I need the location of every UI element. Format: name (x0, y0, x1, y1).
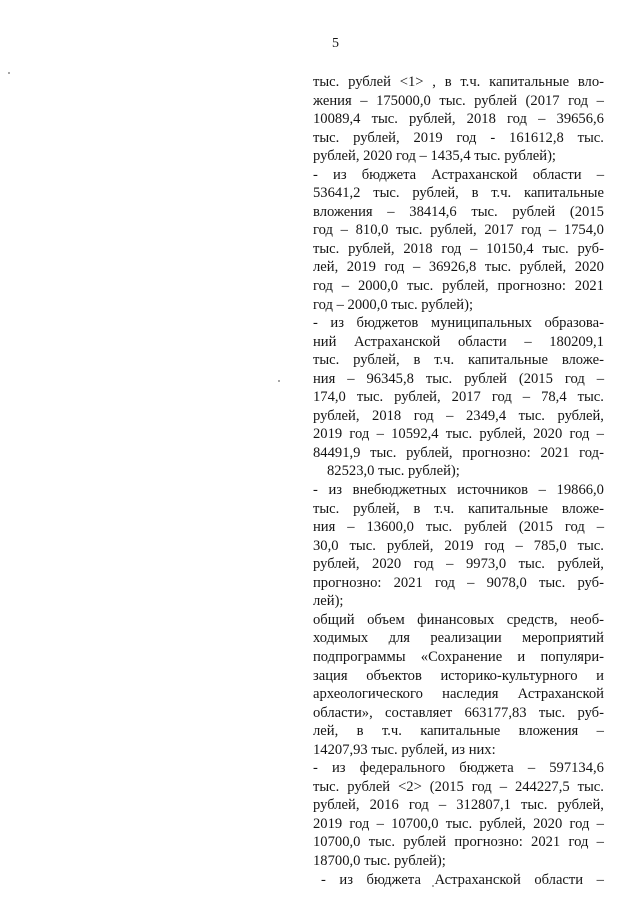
text-word: общий (313, 611, 355, 628)
text-word: ния (313, 370, 336, 387)
text-word: 2019 (313, 815, 343, 832)
text-word: тыс. (538, 574, 566, 591)
text-word: (2017 (525, 92, 560, 109)
text-word: тыс. (577, 129, 604, 146)
text-word: – (596, 834, 604, 851)
text-word: 2018 (372, 407, 402, 424)
text-word: – (470, 240, 478, 257)
text-word: 244227,5 (514, 778, 570, 795)
text-word: прогнозно: (462, 444, 531, 461)
text-word: 38414,6 (409, 203, 457, 220)
text-word: вложе- (561, 352, 604, 369)
text-word: (2015 (429, 778, 464, 795)
text-word: 2017 (451, 389, 481, 406)
text-word: из (333, 166, 347, 183)
text-line (313, 722, 604, 741)
text-word: 2020 (533, 426, 563, 443)
text-word: – (376, 815, 384, 832)
text-word: рублей (464, 370, 507, 387)
text-word: из (339, 871, 353, 888)
text-word: вло- (577, 74, 604, 90)
text-word: тыс. (313, 240, 340, 257)
text-line (313, 277, 604, 296)
text-word: рублей, (386, 537, 434, 554)
text-word: 2349,4 (465, 407, 507, 424)
text-line (313, 221, 604, 240)
text-line (313, 444, 604, 463)
text-word: т.ч. (460, 74, 481, 90)
text-word: год (569, 426, 590, 443)
text-word: рублей (464, 519, 507, 536)
text-word: 39656,6 (556, 111, 604, 128)
scan-speck (432, 885, 434, 887)
text-word: тыс. (538, 704, 566, 721)
text-word: мероприятий (522, 630, 604, 647)
text-word: год (521, 222, 542, 239)
text-word: Астраханской (354, 333, 441, 350)
text-word: зация (313, 667, 348, 684)
text-word: тыс. (518, 407, 545, 424)
text-word: прогнозно: (497, 278, 566, 295)
text-word: год (568, 92, 589, 109)
text-word: «Сохранение (420, 648, 503, 665)
text-word: подпрограммы (313, 648, 406, 665)
text-word: 78,4 (541, 389, 567, 406)
text-word: рублей, (394, 389, 441, 406)
text-word: год (349, 426, 370, 443)
text-line (313, 685, 604, 704)
text-word: – (387, 203, 395, 220)
text-word: бюджета (459, 760, 514, 777)
text-word: - (321, 871, 326, 888)
text-word: тыс. (313, 352, 340, 369)
text-word: <1> (399, 74, 424, 90)
text-word: капитальные (468, 352, 548, 369)
text-word: рублей, (313, 797, 360, 814)
text-word: 2019 (444, 537, 474, 554)
text-word: рублей, (406, 444, 453, 461)
text-line (313, 871, 604, 890)
text-word: ний (313, 333, 337, 350)
text-word: 10089,4 (313, 111, 361, 128)
text-word: тыс. (521, 797, 548, 814)
text-word: тыс. (445, 426, 473, 443)
text-word: год (441, 240, 462, 257)
text-word: 2019 (413, 129, 443, 146)
text-word: 1754,0 (563, 222, 604, 239)
text-word: в (356, 723, 364, 740)
text-word: – (596, 426, 604, 443)
text-line: лей); (313, 593, 344, 610)
text-word: рублей (403, 834, 447, 851)
text-word: - (490, 129, 496, 146)
text-word: тыс. (373, 185, 400, 202)
scan-speck (278, 380, 280, 382)
text-word: год (456, 129, 477, 146)
text-word: – (524, 333, 532, 350)
text-word: 2021 (531, 834, 561, 851)
text-line: рублей, 2020 год – 1435,4 тыс. рублей); (313, 148, 556, 165)
text-line (313, 166, 604, 185)
text-line (313, 574, 604, 593)
text-word: 2018 (403, 240, 433, 257)
text-word: рублей, (313, 556, 360, 573)
text-line (313, 611, 604, 630)
text-word: рублей, (430, 222, 477, 239)
text-word: тыс. (313, 74, 340, 90)
text-word: рублей, (353, 129, 400, 146)
text-word: 2017 (484, 222, 514, 239)
text-word: рублей, (479, 426, 526, 443)
text-line (313, 796, 604, 815)
text-word: т.ч. (434, 352, 455, 369)
text-word: год- (579, 444, 604, 461)
text-word: руб- (577, 240, 604, 257)
body-text-column (313, 73, 604, 889)
text-word: Астраханской (431, 166, 518, 183)
text-word: тыс. (471, 203, 498, 220)
text-word: капитальные (523, 185, 604, 202)
text-word: год (313, 222, 333, 239)
text-word: – (596, 815, 604, 832)
text-word: рублей, (479, 815, 526, 832)
text-word: – (596, 723, 604, 740)
text-word: 161612,8 (509, 129, 564, 146)
text-word: год (491, 389, 512, 406)
text-word: – (467, 574, 475, 591)
text-word: 30,0 (313, 537, 339, 554)
text-word: прогнозно: (454, 834, 523, 851)
text-word: 663177,83 (464, 704, 527, 721)
text-word: - (313, 482, 318, 499)
text-word: (2015 (518, 519, 553, 536)
text-word: 84491,9 (313, 444, 361, 461)
text-word: в (413, 352, 421, 369)
text-word: капитальные (468, 500, 548, 517)
text-line (313, 555, 604, 574)
text-word: рублей (348, 74, 391, 90)
text-word: – (376, 426, 384, 443)
text-word: тыс. (396, 222, 423, 239)
text-word: – (499, 778, 507, 795)
text-line (313, 481, 604, 500)
text-word: – (596, 92, 604, 109)
text-word: составляет (385, 704, 453, 721)
text-line (313, 92, 604, 111)
text-word: 10150,4 (486, 240, 534, 257)
text-word: 10700,0 (313, 834, 361, 851)
text-word: рублей, (409, 111, 456, 128)
text-word: ходимых (313, 630, 369, 647)
text-word: 2021 (574, 278, 604, 295)
text-line: год – 2000,0 тыс. рублей); (313, 296, 474, 313)
text-word: 175000,0 (376, 92, 431, 109)
text-word: год (564, 370, 585, 387)
text-word: 96345,8 (366, 370, 414, 387)
text-word: (2015 (569, 203, 604, 220)
text-word: год (564, 519, 585, 536)
text-word: внебюджетных (352, 482, 447, 499)
text-word: тыс. (370, 444, 397, 461)
text-word: – (538, 111, 546, 128)
text-word: из (331, 760, 346, 777)
text-word: финансовых (417, 611, 495, 628)
text-word: 2019 (313, 426, 343, 443)
text-word: 2020 (372, 556, 402, 573)
text-line (313, 240, 604, 259)
text-word: вложения (518, 723, 579, 740)
text-word: вложе- (561, 500, 604, 517)
text-word: , (432, 74, 436, 90)
text-word: тыс. (425, 370, 453, 387)
text-word: год (471, 778, 492, 795)
text-word: тыс. (425, 519, 453, 536)
text-word: области (534, 871, 584, 888)
text-word: – (347, 519, 355, 536)
text-word: объем (367, 611, 405, 628)
text-word: 312807,1 (456, 797, 511, 814)
text-word: год (435, 574, 455, 591)
text-word: 2019 (346, 259, 376, 276)
text-word: рублей (347, 778, 391, 795)
text-word: тыс. (518, 556, 545, 573)
text-word: – (522, 389, 531, 406)
text-word: руб- (577, 704, 604, 721)
text-word: жения (313, 92, 352, 109)
text-word: для (388, 630, 410, 647)
text-word: рублей, (557, 797, 604, 814)
text-word: 9078,0 (486, 574, 527, 591)
text-word: – (596, 166, 604, 183)
text-word: – (341, 278, 350, 295)
text-line (313, 778, 604, 797)
text-line (313, 704, 604, 723)
text-word: - (313, 315, 318, 332)
text-word: 2020 (574, 259, 604, 276)
text-word: из (330, 315, 344, 332)
text-word: тыс. (313, 129, 340, 146)
text-word: ния (313, 519, 336, 536)
text-word: тыс. (349, 537, 376, 554)
text-word: в (471, 185, 479, 202)
text-word: 13600,0 (366, 519, 414, 536)
text-word: бюджетов (356, 315, 419, 332)
text-word: и (596, 667, 604, 684)
text-line (313, 129, 604, 148)
text-word: – (515, 537, 523, 554)
text-word: рублей, (348, 240, 395, 257)
text-word: 10700,0 (391, 815, 439, 832)
text-word: – (527, 760, 536, 777)
text-line (313, 667, 604, 686)
text-word: год (413, 407, 434, 424)
text-word: из (328, 482, 343, 499)
text-word: 2016 (369, 797, 399, 814)
text-line (313, 333, 604, 352)
text-word: год (408, 797, 429, 814)
text-line (313, 537, 604, 556)
text-word: тыс. (484, 259, 512, 276)
text-word: – (538, 482, 546, 499)
text-line: 18700,0 тыс. рублей); (313, 852, 446, 869)
text-line (313, 648, 604, 667)
text-word: руб- (577, 574, 604, 591)
text-word: - (313, 760, 318, 777)
text-word: тыс. (368, 834, 395, 851)
text-word: капитальные (420, 723, 501, 740)
text-word: лей, (313, 259, 339, 276)
text-word: – (446, 556, 454, 573)
text-word: тыс. (577, 389, 604, 406)
text-line (313, 629, 604, 648)
text-word: рублей (474, 92, 518, 109)
text-word: Астраханской (517, 686, 604, 703)
text-word: год (313, 278, 333, 295)
text-line: 82523,0 тыс. рублей); (327, 463, 460, 480)
text-word: рублей (512, 203, 556, 220)
text-word: образова- (544, 315, 604, 332)
text-word: – (446, 407, 454, 424)
text-word: тыс. (445, 815, 473, 832)
text-word: вложения (313, 203, 373, 220)
text-line (313, 759, 604, 778)
text-word: год (568, 834, 589, 851)
scan-speck (8, 72, 10, 74)
text-word: бюджета (366, 871, 421, 888)
text-word: <2> (398, 778, 422, 795)
text-word: 36926,8 (428, 259, 477, 276)
text-word: прогнозно: (313, 574, 382, 591)
text-word: рублей, (442, 278, 489, 295)
text-word: - (313, 166, 318, 183)
text-word: – (340, 222, 348, 239)
text-line (313, 110, 604, 129)
text-word: – (412, 259, 421, 276)
text-word: – (548, 222, 557, 239)
text-word: рублей, (557, 407, 604, 424)
text-word: рублей, (557, 556, 604, 573)
text-word: тыс. (313, 500, 340, 517)
text-word: 810,0 (355, 222, 389, 239)
text-word: наследия (442, 686, 499, 703)
text-line (313, 815, 604, 834)
text-word: год (413, 556, 434, 573)
text-word: рублей, (519, 259, 567, 276)
text-word: федерального (359, 760, 446, 777)
text-word: области (532, 166, 582, 183)
text-word: тыс. (577, 778, 604, 795)
text-word: необ- (570, 611, 604, 628)
text-word: рублей, (313, 407, 360, 424)
text-word: – (360, 92, 368, 109)
text-line (313, 500, 604, 519)
text-word: капитальные (489, 74, 570, 90)
text-word: – (596, 519, 604, 536)
text-word: в (444, 74, 452, 90)
text-word: Астраханской (434, 871, 521, 888)
text-word: год (384, 259, 405, 276)
text-word: год (484, 537, 505, 554)
text-line (313, 314, 604, 333)
text-word: тыс. (577, 537, 604, 554)
text-word: тыс. (439, 92, 466, 109)
text-word: 2018 (466, 111, 496, 128)
text-word: 10592,4 (391, 426, 439, 443)
text-word: и (517, 648, 526, 665)
text-word: археологического (313, 686, 423, 703)
text-word: 180209,1 (549, 333, 604, 350)
text-word: 53641,2 (313, 185, 361, 202)
text-line (313, 407, 604, 426)
text-word: – (347, 370, 355, 387)
text-word: рублей, (353, 352, 400, 369)
text-word: популяри- (540, 648, 604, 665)
text-word: тыс. (356, 389, 384, 406)
text-line (313, 425, 604, 444)
text-word: год (349, 815, 370, 832)
text-line: 14207,93 тыс. рублей, из них: (313, 741, 496, 758)
text-word: 2021 (393, 574, 423, 591)
text-word: средств, (506, 611, 558, 628)
text-word: тыс. (542, 240, 569, 257)
text-word: 785,0 (533, 537, 567, 554)
text-word: год (569, 815, 590, 832)
text-word: – (596, 370, 604, 387)
text-word: год (507, 111, 527, 128)
text-word: т.ч. (491, 185, 512, 202)
text-word: историко-культурного (440, 667, 578, 684)
text-word: 19866,0 (556, 482, 604, 499)
text-word: – (596, 871, 604, 888)
text-line (313, 351, 604, 370)
text-word: объектов (366, 667, 422, 684)
text-line (313, 388, 604, 407)
text-word: области (457, 333, 507, 350)
text-word: лей, (313, 723, 339, 740)
text-word: в (413, 500, 421, 517)
text-word: (2015 (518, 370, 553, 387)
text-word: 174,0 (313, 389, 346, 406)
text-word: 2000,0 (357, 278, 399, 295)
text-line (313, 203, 604, 222)
text-word: рублей, (353, 500, 400, 517)
text-line (313, 73, 604, 92)
text-line (313, 518, 604, 537)
text-word: тыс. (406, 278, 434, 295)
text-word: тыс. (313, 778, 340, 795)
text-word: муниципальных (430, 315, 532, 332)
text-line (313, 370, 604, 389)
text-word: области», (313, 704, 373, 721)
text-word: 2021 (540, 444, 570, 461)
text-line (313, 258, 604, 277)
text-word: источников (457, 482, 529, 499)
page-number: 5 (332, 36, 339, 51)
text-word: т.ч. (381, 723, 402, 740)
text-word: 9973,0 (465, 556, 507, 573)
text-line (313, 833, 604, 852)
text-word: – (438, 797, 447, 814)
text-word: 597134,6 (549, 760, 604, 777)
text-word: бюджета (361, 166, 417, 183)
text-word: т.ч. (434, 500, 455, 517)
text-word: реализации (430, 630, 502, 647)
text-line (313, 184, 604, 203)
text-word: рублей, (412, 185, 459, 202)
text-word: тыс. (371, 111, 398, 128)
text-word: 2020 (533, 815, 563, 832)
